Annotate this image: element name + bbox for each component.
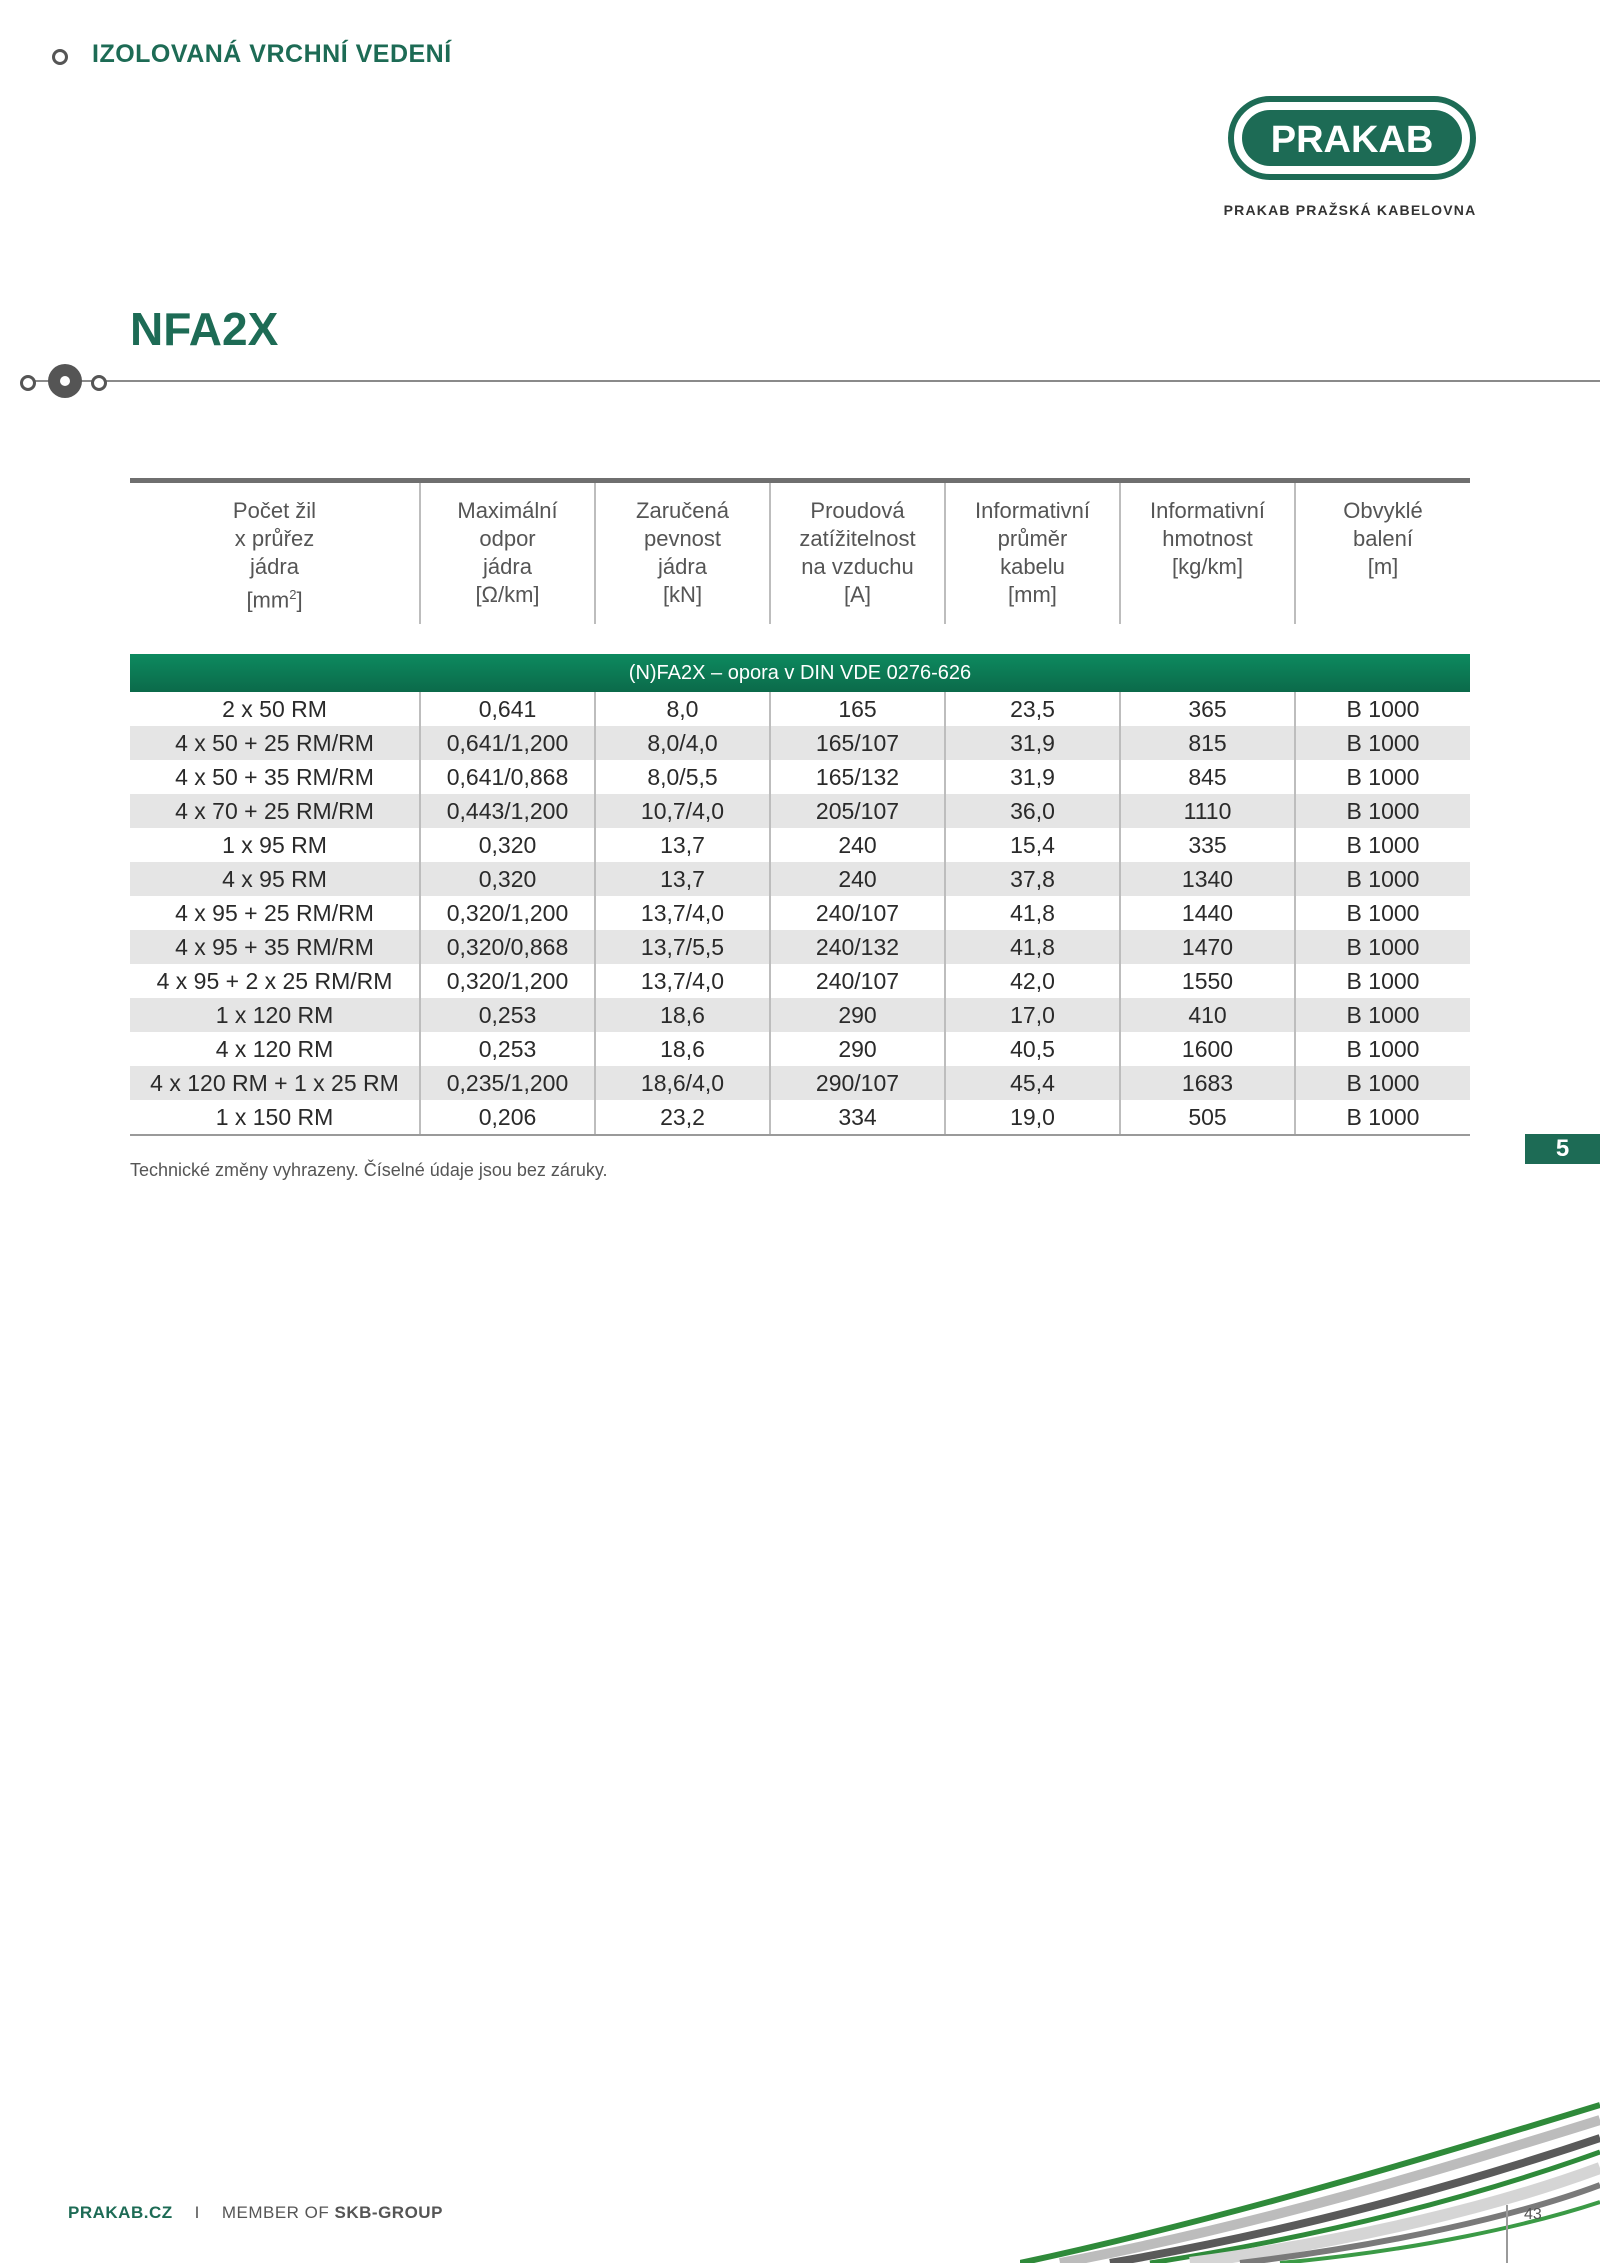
footer-member-prefix: MEMBER OF: [221, 2203, 330, 2222]
section-title: IZOLOVANÁ VRCHNÍ VEDENÍ: [92, 40, 452, 68]
cell-packaging: B 1000: [1295, 862, 1470, 896]
cell-resistance: 0,253: [420, 1032, 595, 1066]
bullet-circle-icon: [52, 49, 68, 65]
cell-diameter: 42,0: [945, 964, 1120, 998]
cell-strength: 23,2: [595, 1100, 770, 1135]
cell-cores: 2 x 50 RM: [222, 695, 327, 722]
col-header-weight: Informativní hmotnost [kg/km]: [1120, 481, 1295, 625]
cell-diameter: 23,5: [945, 692, 1120, 726]
cell-packaging: B 1000: [1295, 760, 1470, 794]
cell-diameter: 19,0: [945, 1100, 1120, 1135]
cell-packaging: B 1000: [1295, 930, 1470, 964]
cell-cores: 4 x 120 RM: [215, 1035, 334, 1062]
footer-text: [68, 2203, 443, 2223]
cell-strength: 13,7: [595, 828, 770, 862]
cell-diameter: 41,8: [945, 896, 1120, 930]
cable-swoosh-graphic: [1020, 2090, 1600, 2263]
cell-strength: 18,6: [595, 1032, 770, 1066]
table-row: [130, 896, 1470, 930]
table-row: [130, 998, 1470, 1032]
cell-resistance: 0,320/0,868: [420, 930, 595, 964]
table-row: [130, 726, 1470, 760]
cell-strength: 8,0/5,5: [595, 760, 770, 794]
cell-diameter: 45,4: [945, 1066, 1120, 1100]
table-row: [130, 930, 1470, 964]
chapter-tab: 5: [1525, 1134, 1600, 1164]
cell-diameter: 36,0: [945, 794, 1120, 828]
cell-diameter: 40,5: [945, 1032, 1120, 1066]
cell-packaging: B 1000: [1295, 726, 1470, 760]
ring-large-icon: [48, 364, 82, 398]
cell-strength: 18,6/4,0: [595, 1066, 770, 1100]
col-header-packaging: Obvyklé balení [m]: [1295, 481, 1470, 625]
table-body: [130, 692, 1470, 1135]
col-header-current: Proudová zatížitelnost na vzduchu [A]: [770, 481, 945, 625]
cell-weight: 410: [1120, 998, 1295, 1032]
cell-cores: 1 x 120 RM: [130, 998, 420, 1032]
cell-diameter: 41,8: [945, 930, 1120, 964]
cell-diameter: 17,0: [945, 998, 1120, 1032]
cell-current: 290/107: [770, 1066, 945, 1100]
cell-weight: 1440: [1120, 896, 1295, 930]
page-number: 43: [1524, 2206, 1542, 2223]
cell-resistance: 0,253: [420, 998, 595, 1032]
table-row: [130, 1032, 1470, 1066]
ring-small-icon: [91, 375, 107, 391]
cell-current: 240/107: [770, 964, 945, 998]
cell-strength: 13,7: [595, 862, 770, 896]
cell-packaging: B 1000: [1295, 1100, 1470, 1135]
cell-cores: 1 x 150 RM: [130, 1100, 420, 1135]
table-section-band: [130, 654, 1470, 692]
cell-current: 290: [770, 1032, 945, 1066]
col-header-strength: Zaručená pevnost jádra [kN]: [595, 481, 770, 625]
cell-strength: 13,7/5,5: [595, 930, 770, 964]
cell-resistance: 0,320: [420, 828, 595, 862]
cell-strength: 18,6: [595, 998, 770, 1032]
cell-weight: 815: [1120, 726, 1295, 760]
cell-strength: 8,0/4,0: [595, 726, 770, 760]
title-divider: [30, 380, 1600, 382]
logo-subtitle: PRAKAB PRAŽSKÁ KABELOVNA: [1223, 202, 1477, 218]
cell-weight: 335: [1120, 828, 1295, 862]
cell-resistance: 0,641/0,868: [420, 760, 595, 794]
logo-text: PRAKAB: [1270, 119, 1434, 161]
footer-site-link[interactable]: PRAKAB.CZ: [68, 2203, 173, 2222]
table-row: [130, 964, 1470, 998]
table-row: [130, 862, 1470, 896]
cell-cores: 4 x 95 + 25 RM/RM: [175, 899, 374, 926]
cell-resistance: 0,443/1,200: [420, 794, 595, 828]
cell-packaging: B 1000: [1295, 692, 1470, 726]
cell-weight: 1110: [1120, 794, 1295, 828]
cell-resistance: 0,641/1,200: [420, 726, 595, 760]
cell-strength: 13,7/4,0: [595, 896, 770, 930]
cell-current: 290: [770, 998, 945, 1032]
cell-current: 240/132: [770, 930, 945, 964]
table-row: [130, 692, 1470, 726]
cell-resistance: 0,641: [420, 692, 595, 726]
prakab-logo: [1228, 96, 1476, 180]
footer-group-name: SKB-GROUP: [334, 2203, 443, 2222]
table-row: [130, 1066, 1470, 1100]
cell-current: 165/107: [770, 726, 945, 760]
cell-weight: 365: [1120, 692, 1295, 726]
cell-diameter: 15,4: [945, 828, 1120, 862]
cell-weight: 1340: [1120, 862, 1295, 896]
ring-small-icon: [20, 375, 36, 391]
cell-cores: 1 x 95 RM: [222, 831, 327, 858]
cell-weight: 845: [1120, 760, 1295, 794]
cell-strength: 8,0: [595, 692, 770, 726]
cell-strength: 13,7/4,0: [595, 964, 770, 998]
cell-cores: 4 x 50 + 25 RM/RM: [130, 726, 420, 760]
table-row: [130, 760, 1470, 794]
cell-cores: 4 x 50 + 35 RM/RM: [175, 763, 374, 790]
cell-packaging: B 1000: [1295, 1032, 1470, 1066]
cell-cores: 4 x 95 RM: [130, 862, 420, 896]
cell-diameter: 37,8: [945, 862, 1120, 896]
cell-current: 205/107: [770, 794, 945, 828]
cell-weight: 1600: [1120, 1032, 1295, 1066]
table-row: [130, 828, 1470, 862]
cell-packaging: B 1000: [1295, 794, 1470, 828]
col-header-cores: Počet žil x průřez jádra $[mm^2]$: [232, 498, 317, 613]
table-header-row: [130, 481, 1470, 625]
page-number-divider: [1506, 2205, 1508, 2263]
cable-spec-table: [130, 478, 1470, 1136]
cell-resistance: 0,235/1,200: [420, 1066, 595, 1100]
cell-resistance: 0,320/1,200: [420, 964, 595, 998]
cell-current: 240/107: [770, 896, 945, 930]
cell-cores: 4 x 70 + 25 RM/RM: [130, 794, 420, 828]
disclaimer-note: Technické změny vyhrazeny. Číselné údaje jsou bez záruky.: [130, 1160, 608, 1180]
cell-cores: 4 x 120 RM + 1 x 25 RM: [130, 1066, 420, 1100]
cell-weight: 1550: [1120, 964, 1295, 998]
col-header-resistance: Maximální odpor jádra [Ω/km]: [420, 481, 595, 625]
cell-diameter: 31,9: [945, 726, 1120, 760]
cell-resistance: 0,320/1,200: [420, 896, 595, 930]
cell-packaging: B 1000: [1295, 896, 1470, 930]
cell-current: 165: [770, 692, 945, 726]
cell-resistance: 0,206: [420, 1100, 595, 1135]
cell-packaging: B 1000: [1295, 1066, 1470, 1100]
table-row: [130, 794, 1470, 828]
col-header-diameter: Informativní průměr kabelu [mm]: [945, 481, 1120, 625]
cell-current: 165/132: [770, 760, 945, 794]
cell-current: 240: [770, 862, 945, 896]
cell-diameter: 31,9: [945, 760, 1120, 794]
cell-packaging: B 1000: [1295, 998, 1470, 1032]
cell-weight: 1683: [1120, 1066, 1295, 1100]
cell-strength: 10,7/4,0: [595, 794, 770, 828]
cell-packaging: B 1000: [1295, 828, 1470, 862]
table-row: [130, 1100, 1470, 1135]
cell-cores: 4 x 95 + 2 x 25 RM/RM: [156, 967, 393, 994]
footer-separator: I: [194, 2203, 200, 2222]
cell-resistance: 0,320: [420, 862, 595, 896]
cell-weight: 1470: [1120, 930, 1295, 964]
cell-current: 334: [770, 1100, 945, 1135]
section-label: (N)FA2X – opora v DIN VDE 0276-626: [130, 654, 1470, 692]
cell-packaging: B 1000: [1295, 964, 1470, 998]
product-title: NFA2X: [130, 303, 279, 355]
cell-cores: 4 x 95 + 35 RM/RM: [130, 930, 420, 964]
cell-weight: 505: [1120, 1100, 1295, 1135]
cell-current: 240: [770, 828, 945, 862]
